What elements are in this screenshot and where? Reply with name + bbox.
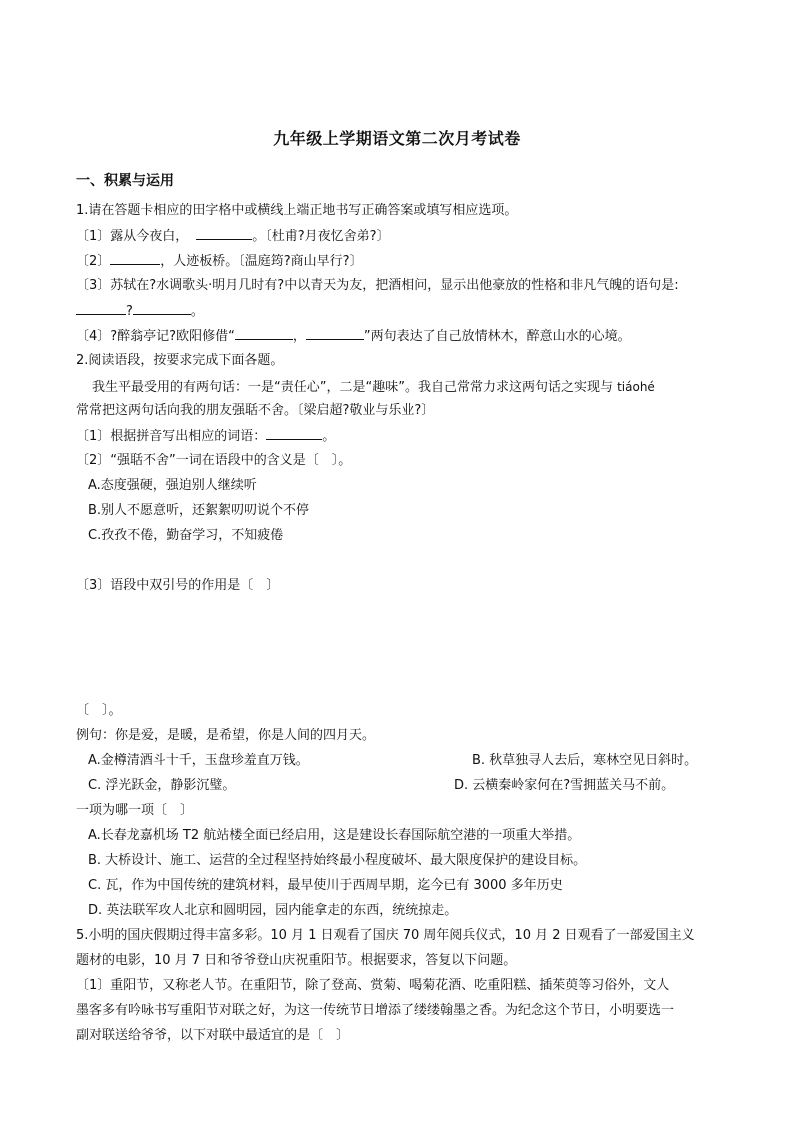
q1-sub4-post: ”两句表达了自己放情林木，醉意山水的心境。 xyxy=(363,329,631,344)
q2-option-a[interactable]: A.态度强硬，强迫别人继续听 xyxy=(88,478,257,493)
q3-paren: 〔 〕。 xyxy=(76,703,122,718)
q4-option-a[interactable]: A.长春龙嘉机场 T2 航站楼全面已经启用，这是建设长春国际航空港的一项重大举措。 xyxy=(88,828,581,843)
q5-sub1-line3: 副对联送给爷爷，以下对联中最适宜的是〔 〕 xyxy=(76,1028,350,1043)
q2-sub1-blank[interactable] xyxy=(266,427,322,440)
q5-sub1-line1: 〔1〕重阳节，又称老人节。在重阳节，除了登高、赏菊、喝菊花酒、吃重阳糕、插茱萸等习俗外，文人 xyxy=(76,978,670,993)
q2-passage-line1 xyxy=(92,378,655,397)
q2-sub1-post: 。 xyxy=(322,429,336,444)
q1-sub1-pre: 〔1〕露从今夜白， xyxy=(76,229,189,244)
q1-sub1-blank[interactable] xyxy=(196,227,252,240)
q1-sub4-mid: ， xyxy=(292,329,306,344)
q2-sub2: 〔2〕“强聒不舍”一词在语段中的含义是〔 〕。 xyxy=(76,453,352,468)
q2-sub1-pre: 〔1〕根据拼音写出相应的词语： xyxy=(76,429,267,444)
q3-option-d[interactable]: D. 云横秦岭家何在?雪拥蓝关马不前。 xyxy=(454,778,675,793)
q4-option-c[interactable]: C. 瓦，作为中国传统的建筑材料，最早使川于西周早期，迄今已有 3000 多年历史 xyxy=(88,878,563,893)
q3-option-b[interactable]: B. 秋草独寻人去后，寒林空见日斜时。 xyxy=(472,753,698,768)
q1-sub4-blank2[interactable] xyxy=(306,327,364,340)
page-title: 九年级上学期语文第二次月考试卷 xyxy=(273,129,521,148)
q2-pinyin: tiáohé xyxy=(617,380,655,394)
q4-option-b[interactable]: B. 大桥设计、施工、运营的全过程坚持始终最小程度破坏、最大限度保护的建设目标。 xyxy=(88,853,587,868)
q1-stem: 1.请在答题卡相应的田字格中或横线上端正地书写正确答案或填写相应选项。 xyxy=(76,203,518,218)
q5-sub1-line2: 墨客多有吟咏书写重阳节对联之好，为这一传统节日增添了缕缕翰墨之香。为纪念这个节日，小明要选一 xyxy=(76,1003,675,1018)
q1-sub4-pre: 〔4〕?醉翁亭记?欧阳修借“ xyxy=(76,329,235,344)
q4-option-d[interactable]: D. 英法联军攻人北京和圆明园，园内能拿走的东西，统统掠走。 xyxy=(88,903,458,918)
q1-sub4 xyxy=(76,327,631,346)
q1-sub1 xyxy=(76,227,390,246)
q1-sub2-post: ，人迹板桥。〔温庭筠?商山早行?〕 xyxy=(160,254,363,269)
q1-sub3-end: 。 xyxy=(190,304,204,319)
q2-sub1 xyxy=(76,427,335,446)
q2-sub3: 〔3〕语段中双引号的作用是〔 〕 xyxy=(76,578,280,593)
q5-line2: 题材的电影，10 月 7 日和爷爷登山庆祝重阳节。根据要求，答复以下问题。 xyxy=(76,953,517,968)
q1-sub3-line2 xyxy=(76,302,204,321)
section-heading: 一、积累与运用 xyxy=(76,173,174,189)
q3-options-row1 xyxy=(88,752,708,770)
q2-passage-line2: 常常把这两句话向我的朋友强聒不舍。〔梁启超?敬业与乐业?〕 xyxy=(76,403,435,418)
q5-line1: 5.小明的国庆假期过得丰富多彩。10 月 1 日观看了国庆 70 周年阅兵仪式，10 月 2 日观看了一部爱国主义 xyxy=(76,928,695,943)
q1-sub2-blank[interactable] xyxy=(110,252,160,265)
q3-option-c[interactable]: C. 浮光跃金，静影沉璧。 xyxy=(88,778,236,793)
q1-sub1-post: 。〔杜甫?月夜忆舍弟?〕 xyxy=(252,229,390,244)
q1-sub4-blank1[interactable] xyxy=(235,327,293,340)
q3-option-a[interactable]: A.金樽清酒斗十千，玉盘珍羞直万钱。 xyxy=(88,753,309,768)
q3-options-row2 xyxy=(88,777,708,795)
q1-sub3-blank1[interactable] xyxy=(76,302,126,315)
q2-passage-text: 我生平最受用的有两句话：一是“责任心”，二是“趣味”。我自己常常力求这两句话之实现与 xyxy=(92,380,613,395)
q1-sub3-blank2[interactable] xyxy=(133,302,191,315)
q4-stem: 一项为哪一项〔 〕 xyxy=(76,803,194,818)
q1-sub3-mid: ? xyxy=(126,304,133,319)
q1-sub3-line1: 〔3〕苏轼在?水调歌头·明月几时有?中以青天为友，把酒相问，显示出他豪放的性格和非凡气魄的语句是: xyxy=(76,278,679,293)
q2-option-c[interactable]: C.孜孜不倦，勤奋学习，不知疲倦 xyxy=(88,528,284,543)
q1-sub2-pre: 〔2〕 xyxy=(76,254,111,269)
q3-example: 例句：你是爱，是暖，是希望，你是人间的四月天。 xyxy=(76,728,376,743)
q2-option-b[interactable]: B.别人不愿意听，还絮絮叨叨说个不停 xyxy=(88,503,310,518)
q1-sub2 xyxy=(76,252,363,271)
q2-stem: 2.阅读语段，按要求完成下面各题。 xyxy=(76,353,284,368)
